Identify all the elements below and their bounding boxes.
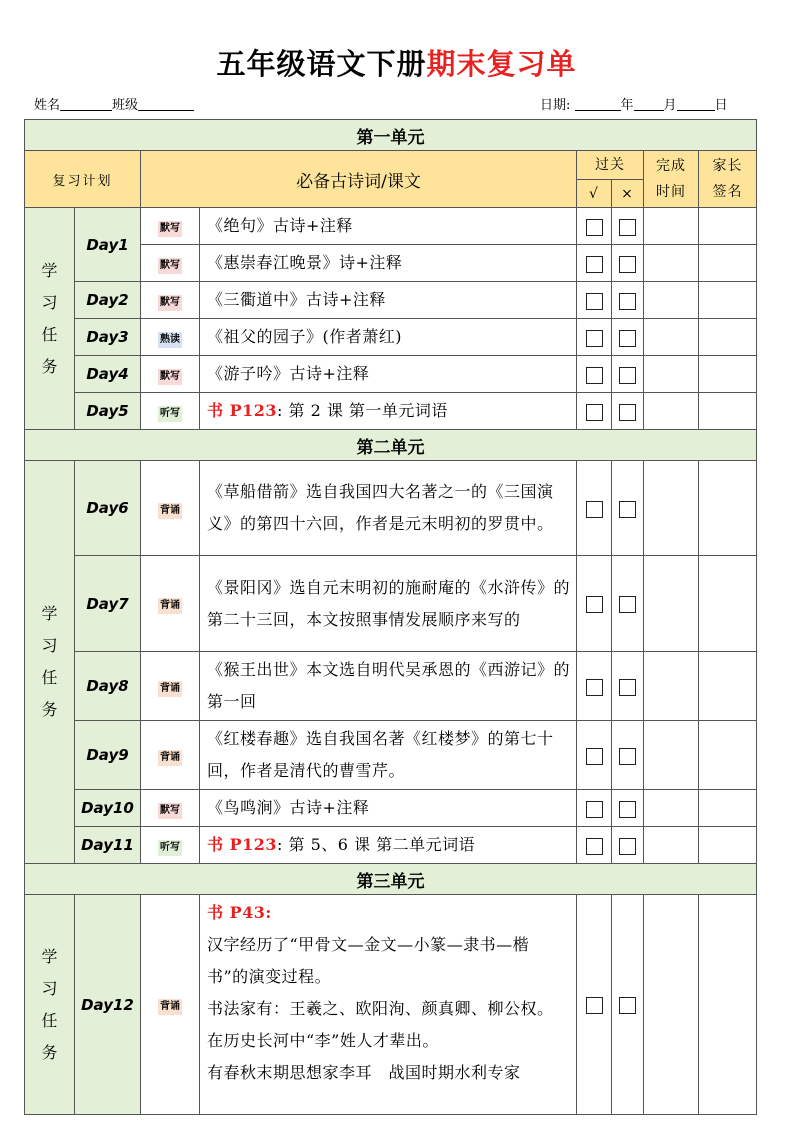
task-type-cell: [141, 461, 200, 556]
fail-checkbox-cell: [612, 721, 644, 790]
content-line: 有春秋末期思想家李耳 战国时期水利专家: [207, 1063, 521, 1082]
fail-checkbox-cell: [612, 282, 644, 319]
task-content: [200, 895, 577, 1115]
task-text: : 第 5、6 课 第二单元词语: [277, 835, 476, 854]
task-text: 《猴王出世》本文选自明代吴承恩的《西游记》的第一回: [207, 660, 571, 711]
unit-title: 第三单元: [25, 864, 757, 895]
book-page-ref: 书 P123: [207, 401, 278, 420]
parent-sign-cell[interactable]: [699, 319, 757, 356]
task-text: 《红楼春趣》选自我国名著《红楼梦》的第七十回，作者是清代的曹雪芹。: [207, 729, 554, 780]
header-cross: ×: [612, 180, 644, 208]
header-check: √: [577, 180, 612, 208]
fail-checkbox-cell: [612, 208, 644, 245]
pass-checkbox-cell: [577, 652, 612, 721]
task-content: [200, 208, 577, 245]
parent-sign-cell[interactable]: [699, 556, 757, 652]
task-row: [25, 208, 757, 245]
header-plan: 复习计划: [25, 151, 141, 208]
side-char: 务: [41, 1042, 58, 1062]
task-content: [200, 245, 577, 282]
task-row: [25, 652, 757, 721]
task-type-badge: 默写: [158, 295, 182, 311]
task-content: [200, 461, 577, 556]
pass-checkbox[interactable]: [586, 330, 603, 347]
parent-sign-cell[interactable]: [699, 282, 757, 319]
task-type-cell: [141, 208, 200, 245]
book-page-ref: 书 P43:: [207, 903, 272, 922]
task-type-badge: 听写: [158, 840, 182, 856]
pass-checkbox-cell: [577, 721, 612, 790]
name-field[interactable]: [60, 97, 112, 111]
pass-checkbox-cell: [577, 208, 612, 245]
fail-checkbox[interactable]: [619, 256, 636, 273]
pass-checkbox-cell: [577, 393, 612, 430]
side-char: 务: [41, 700, 58, 719]
pass-checkbox-cell: [577, 356, 612, 393]
task-row: [25, 790, 757, 827]
fail-checkbox[interactable]: [619, 748, 636, 765]
task-type-badge: 听写: [158, 406, 182, 422]
task-row: [25, 319, 757, 356]
task-text: 《草船借箭》选自我国四大名著之一的《三国演义》的第四十六回，作者是元末明初的罗贯中。: [207, 482, 554, 533]
task-text: 《景阳冈》选自元末明初的施耐庵的《水浒传》的第二十三回，本文按照事情发展顺序来写的: [207, 577, 571, 629]
day-label: Day5: [75, 393, 141, 430]
fail-checkbox-cell: [612, 461, 644, 556]
pass-checkbox[interactable]: [586, 404, 603, 421]
task-text: 《绝句》古诗+注释: [207, 216, 353, 235]
task-type-badge: 默写: [158, 369, 182, 385]
task-text: 《鸟鸣涧》古诗+注释: [207, 798, 370, 817]
done-time-cell[interactable]: [644, 356, 699, 393]
header-parent-sign: 家长签名: [699, 151, 757, 208]
book-page-ref: 书 P123: [207, 835, 278, 854]
task-type-cell: [141, 319, 200, 356]
parent-sign-cell[interactable]: [699, 461, 757, 556]
fail-checkbox[interactable]: [619, 838, 636, 855]
parent-sign-cell[interactable]: [699, 895, 757, 1115]
fail-checkbox[interactable]: [619, 367, 636, 384]
month-label: 月: [663, 98, 677, 113]
pass-checkbox-cell: [577, 319, 612, 356]
task-text: 《三衢道中》古诗+注释: [207, 290, 386, 309]
task-row: [25, 393, 757, 430]
pass-checkbox[interactable]: [586, 219, 603, 236]
task-type-badge: 背诵: [158, 750, 182, 766]
done-time-cell[interactable]: [644, 393, 699, 430]
fail-checkbox-cell: [612, 895, 644, 1115]
done-time-cell[interactable]: [644, 208, 699, 245]
side-char: 学: [41, 604, 58, 623]
title-red: 期末复习单: [426, 47, 577, 81]
task-row: [25, 556, 757, 652]
task-type-cell: [141, 245, 200, 282]
parent-sign-cell[interactable]: [699, 652, 757, 721]
parent-sign-cell[interactable]: [699, 393, 757, 430]
task-type-cell: [141, 556, 200, 652]
pass-checkbox[interactable]: [586, 801, 603, 818]
title-black: 五年级语文下册: [216, 47, 427, 81]
fail-checkbox-cell: [612, 319, 644, 356]
done-time-cell[interactable]: [644, 895, 699, 1115]
pass-checkbox[interactable]: [586, 501, 603, 518]
side-char: 任: [41, 668, 58, 687]
task-content: [200, 282, 577, 319]
parent-sign-cell[interactable]: [699, 790, 757, 827]
review-plan-table: [24, 119, 757, 1115]
task-type-badge: 背诵: [158, 999, 182, 1015]
side-char: 务: [41, 356, 58, 376]
fail-checkbox[interactable]: [619, 501, 636, 518]
task-type-cell: [141, 282, 200, 319]
done-time-cell[interactable]: [644, 319, 699, 356]
pass-checkbox-cell: [577, 827, 612, 864]
date-label: 日期:: [540, 98, 571, 113]
class-label: 班级: [112, 98, 139, 113]
done-time-cell[interactable]: [644, 652, 699, 721]
day-label: Day11: [75, 827, 141, 864]
day-label: Day6: [75, 461, 141, 556]
pass-checkbox[interactable]: [586, 367, 603, 384]
task-row: [25, 282, 757, 319]
parent-sign-cell[interactable]: [699, 245, 757, 282]
done-time-cell[interactable]: [644, 245, 699, 282]
pass-checkbox[interactable]: [586, 293, 603, 310]
task-content: [200, 356, 577, 393]
day-label: Day2: [75, 282, 141, 319]
learning-task-label: [25, 895, 75, 1115]
header-done-time: 完成时间: [644, 151, 699, 208]
pass-checkbox[interactable]: [586, 679, 603, 696]
task-text: 《惠崇春江晚景》诗+注释: [207, 253, 403, 272]
parent-sign-cell[interactable]: [699, 721, 757, 790]
pass-checkbox-cell: [577, 556, 612, 652]
pass-checkbox-cell: [577, 245, 612, 282]
task-type-badge: 默写: [158, 258, 182, 274]
pass-checkbox[interactable]: [586, 256, 603, 273]
unit-row: [25, 120, 757, 151]
date-info: [540, 97, 728, 115]
task-content: [200, 556, 577, 652]
task-row: [25, 721, 757, 790]
fail-checkbox[interactable]: [619, 330, 636, 347]
day-label: Day1: [75, 208, 141, 282]
side-char: 习: [41, 978, 58, 998]
task-type-cell: [141, 652, 200, 721]
year-label: 年: [620, 98, 634, 113]
done-time-cell[interactable]: [644, 827, 699, 864]
task-type-badge: 默写: [158, 803, 182, 819]
fail-checkbox[interactable]: [619, 404, 636, 421]
side-char: 学: [41, 946, 58, 966]
side-char: 学: [41, 260, 58, 280]
task-content: [200, 827, 577, 864]
fail-checkbox[interactable]: [619, 801, 636, 818]
day-label: Day3: [75, 319, 141, 356]
task-type-cell: [141, 356, 200, 393]
year-field[interactable]: [575, 97, 621, 111]
day-label: Day8: [75, 652, 141, 721]
task-type-badge: 背诵: [158, 598, 182, 614]
fail-checkbox-cell: [612, 356, 644, 393]
fail-checkbox[interactable]: [619, 596, 636, 613]
task-type-cell: [141, 721, 200, 790]
pass-checkbox[interactable]: [586, 596, 603, 613]
parent-sign-cell[interactable]: [699, 356, 757, 393]
done-time-cell[interactable]: [644, 721, 699, 790]
done-time-cell[interactable]: [644, 282, 699, 319]
fail-checkbox-cell: [612, 790, 644, 827]
name-label: 姓名: [34, 98, 61, 113]
content-line: 汉字经历了“甲骨文—金文—小篆—隶书—楷书”的演变过程。: [207, 935, 530, 986]
content-line: 书法家有：王羲之、欧阳洵、颜真卿、柳公权。: [207, 999, 554, 1018]
fail-checkbox-cell: [612, 556, 644, 652]
header-content: 必备古诗词/课文: [141, 151, 577, 208]
page-title: [0, 44, 793, 84]
task-content: [200, 652, 577, 721]
pass-checkbox-cell: [577, 461, 612, 556]
task-text: : 第 2 课 第一单元词语: [277, 401, 448, 420]
task-type-badge: 默写: [158, 221, 182, 237]
unit-row: [25, 864, 757, 895]
pass-checkbox[interactable]: [586, 997, 603, 1014]
learning-task-label: [25, 208, 75, 430]
task-type-cell: [141, 827, 200, 864]
side-char: 任: [41, 324, 58, 344]
unit-row: [25, 430, 757, 461]
fail-checkbox-cell: [612, 245, 644, 282]
day-label: Day4: [75, 356, 141, 393]
task-type-cell: [141, 895, 200, 1115]
task-row: [25, 356, 757, 393]
task-row: [25, 895, 757, 1115]
unit-title: 第二单元: [25, 430, 757, 461]
task-content: [200, 319, 577, 356]
parent-sign-cell[interactable]: [699, 827, 757, 864]
header-row: [25, 151, 757, 180]
task-type-badge: 熟读: [158, 332, 182, 348]
content-line: 在历史长河中“李”姓人才辈出。: [207, 1031, 439, 1050]
task-text: 《祖父的园子》(作者萧红): [207, 327, 402, 346]
pass-checkbox-cell: [577, 282, 612, 319]
header-pass: 过关: [577, 151, 644, 180]
task-row: [25, 461, 757, 556]
task-content: [200, 721, 577, 790]
task-text: 《游子吟》古诗+注释: [207, 364, 370, 383]
fail-checkbox-cell: [612, 393, 644, 430]
pass-checkbox-cell: [577, 790, 612, 827]
fail-checkbox[interactable]: [619, 679, 636, 696]
day-label: Day7: [75, 556, 141, 652]
day-label: 日: [714, 98, 728, 113]
fail-checkbox[interactable]: [619, 219, 636, 236]
learning-task-label: [25, 461, 75, 864]
task-type-badge: 背诵: [158, 503, 182, 519]
day-label: Day12: [75, 895, 141, 1115]
month-field[interactable]: [634, 97, 664, 111]
student-info: [34, 97, 194, 115]
day-label: Day9: [75, 721, 141, 790]
done-time-cell[interactable]: [644, 790, 699, 827]
fail-checkbox[interactable]: [619, 293, 636, 310]
pass-checkbox[interactable]: [586, 838, 603, 855]
task-type-cell: [141, 393, 200, 430]
side-char: 习: [41, 636, 58, 655]
parent-sign-cell[interactable]: [699, 208, 757, 245]
task-type-cell: [141, 790, 200, 827]
done-time-cell[interactable]: [644, 556, 699, 652]
fail-checkbox-cell: [612, 827, 644, 864]
pass-checkbox-cell: [577, 895, 612, 1115]
task-content: [200, 393, 577, 430]
pass-checkbox[interactable]: [586, 748, 603, 765]
task-content: [200, 790, 577, 827]
day-label: Day10: [75, 790, 141, 827]
unit-title: 第一单元: [25, 120, 757, 151]
day-field[interactable]: [677, 97, 715, 111]
task-row: [25, 827, 757, 864]
task-type-badge: 背诵: [158, 681, 182, 697]
done-time-cell[interactable]: [644, 461, 699, 556]
fail-checkbox-cell: [612, 652, 644, 721]
fail-checkbox[interactable]: [619, 997, 636, 1014]
side-char: 任: [41, 1010, 58, 1030]
class-field[interactable]: [138, 97, 194, 111]
side-char: 习: [41, 292, 58, 312]
